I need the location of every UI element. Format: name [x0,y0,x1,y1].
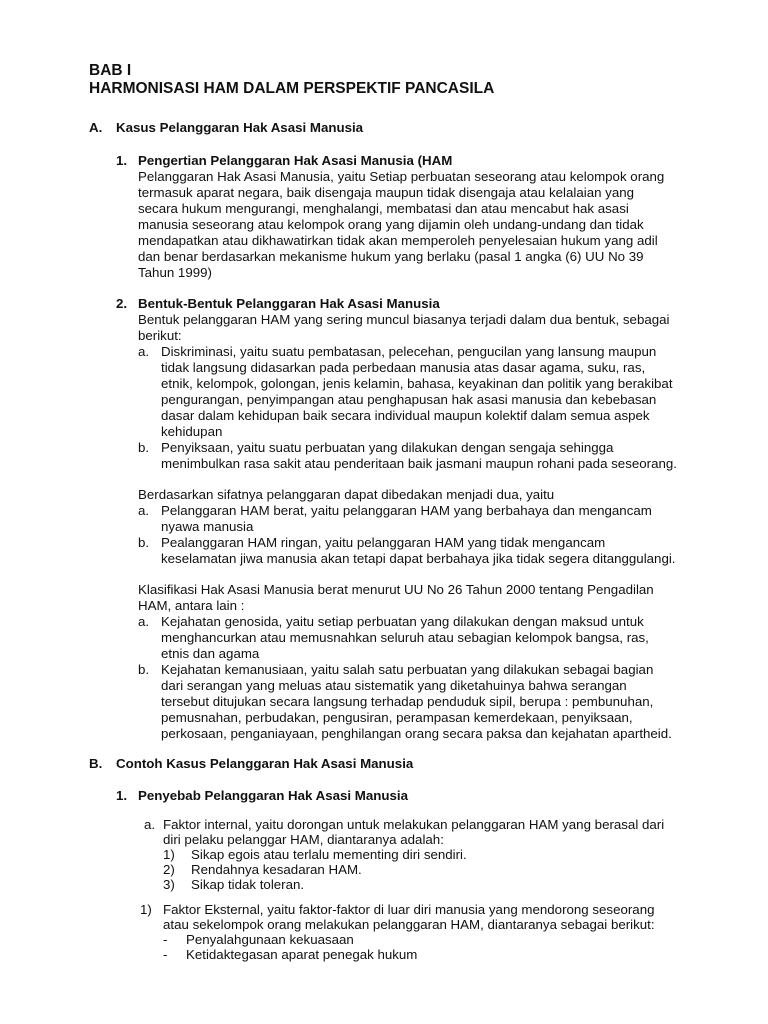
list-item-line: Pelanggaran HAM berat, yaitu pelanggaran HAM yang berbahaya dan mengancam [161,503,652,518]
sublist-item: Ketidaktegasan aparat penegak hukum [186,947,418,962]
subsection-heading: Penyebab Pelanggaran Hak Asasi Manusia [138,788,408,803]
list-item-line: menimbulkan rasa sakit atau penderitaan baik jasmani maupun rohani pada seseorang. [161,456,677,471]
list-marker: a. [144,817,156,832]
paragraph-line: manusia seseorang atau kelompok orang yang dijamin oleh undang-undang dan tidak [138,217,644,232]
paragraph-line: berikut: [138,328,182,343]
sublist-item: Rendahnya kesadaran HAM. [191,862,362,877]
list-marker: a. [138,344,150,359]
list-marker: a. [138,503,150,518]
list-item-line: Kejahatan kemanusiaan, yaitu salah satu perbuatan yang dilakukan sebagai bagian [161,662,654,677]
paragraph-line: termasuk aparat negara, baik disengaja maupun tidak disengaja atau kelalaian yang [138,185,635,200]
list-item-line: pengurangan, penyimpangan atau penghapusan hak asasi manusia dan kebebasan [161,392,657,407]
sublist-item: Penyalahgunaan kekuasaan [186,932,354,947]
subsection-heading: Pengertian Pelanggaran Hak Asasi Manusia (HAM [138,153,453,168]
chapter-label: BAB I [89,62,132,79]
list-item-line: nyawa manusia [161,519,254,534]
paragraph-line: Pelanggaran Hak Asasi Manusia, yaitu Setiap perbuatan seseorang atau kelompok orang [138,169,665,184]
paragraph-line: secara hukum mengurangi, menghalangi, membatasi dan atau mencabut hak asasi [138,201,629,216]
chapter-title: HARMONISASI HAM DALAM PERSPEKTIF PANCASILA [89,80,495,97]
list-item-line: perkosaan, penganiayaan, penghilangan orang secara paksa dan kejahatan apartheid. [161,726,672,741]
list-item-line: kehidupan [161,424,223,439]
paragraph-line: dan benar berdasarkan mekanisme hukum yang berlaku (pasal 1 angka (6) UU No 39 [138,249,644,264]
sublist-number: 1) [163,847,175,862]
subsection-number: 2. [116,296,128,311]
sublist-item: Sikap tidak toleran. [191,877,305,892]
list-item-line: dasar dalam kehidupan baik secara individual maupun kolektif dalam semua aspek [161,408,650,423]
sublist-number: 2) [163,862,175,877]
subsection-heading: Bentuk-Bentuk Pelanggaran Hak Asasi Manusia [138,296,440,311]
subsection-number: 1. [116,153,128,168]
list-item-line: Diskriminasi, yaitu suatu pembatasan, pelecehan, pengucilan yang lansung maupun [161,344,657,359]
list-item-line: dari serangan yang meluas atau sistematik yang diketahuinya bahwa serangan [161,678,627,693]
sublist-number: 3) [163,877,175,892]
section-a-heading: Kasus Pelanggaran Hak Asasi Manusia [116,120,364,135]
paragraph-line: Bentuk pelanggaran HAM yang sering muncul biasanya terjadi dalam dua bentuk, sebagai [138,312,670,327]
list-item-line: Faktor Eksternal, yaitu faktor-faktor di luar diri manusia yang mendorong seseorang [163,902,655,917]
section-b-marker: B. [89,756,103,771]
list-marker: 1) [140,902,152,917]
list-item-line: etnis dan agama [161,646,260,661]
paragraph-line: Klasifikasi Hak Asasi Manusia berat menurut UU No 26 Tahun 2000 tentang Pengadilan [138,582,654,597]
section-b-heading: Contoh Kasus Pelanggaran Hak Asasi Manusia [116,756,414,771]
list-item-line: diri pelaku pelanggar HAM, diantaranya adalah: [163,832,444,847]
sublist-item: Sikap egois atau terlalu mementing diri sendiri. [191,847,467,862]
paragraph-line: Tahun 1999) [138,265,212,280]
paragraph-line: HAM, antara lain : [138,598,245,613]
list-item-line: menghancurkan atau memusnahkan seluruh atau sebagian kelompok bangsa, ras, [161,630,649,645]
list-marker: b. [138,440,150,455]
list-item-line: keselamatan jiwa manusia akan tetapi dapat berbahaya jika tidak segera ditanggulangi. [161,551,676,566]
list-marker: b. [138,662,150,677]
list-item-line: pemusnahan, perbudakan, pengusiran, perampasan kemerdekaan, penyiksaan, [161,710,633,725]
paragraph-line: Berdasarkan sifatnya pelanggaran dapat dibedakan menjadi dua, yaitu [138,487,555,502]
list-marker: a. [138,614,150,629]
paragraph-line: mendapatkan atau dikhawatirkan tidak akan memperoleh penyelesaian hukum yang adil [138,233,658,248]
list-item-line: tidak langsung didasarkan pada perbedaan manusia atas dasar agama, suku, ras, [161,360,646,375]
list-marker: b. [138,535,150,550]
list-item-line: Penyiksaan, yaitu suatu perbuatan yang dilakukan dengan sengaja sehingga [161,440,614,455]
list-item-line: Faktor internal, yaitu dorongan untuk melakukan pelanggaran HAM yang berasal dari [163,817,665,832]
list-item-line: Kejahatan genosida, yaitu setiap perbuatan yang dilakukan dengan maksud untuk [161,614,644,629]
list-item-line: Pealanggaran HAM ringan, yaitu pelanggaran HAM yang tidak mengancam [161,535,606,550]
section-a-marker: A. [89,120,103,135]
dash-bullet: - [163,932,168,947]
list-item-line: tersebut ditujukan secara langsung terhadap penduduk sipil, berupa : pembunuhan, [161,694,654,709]
list-item-line: atau sekelompok orang melakukan pelanggaran HAM, diantaranya sebagai berikut: [163,917,655,932]
dash-bullet: - [163,947,168,962]
subsection-number: 1. [116,788,128,803]
list-item-line: etnik, kelompok, golongan, jenis kelamin, bahasa, keyakinan dan politik yang berakibat [161,376,673,391]
